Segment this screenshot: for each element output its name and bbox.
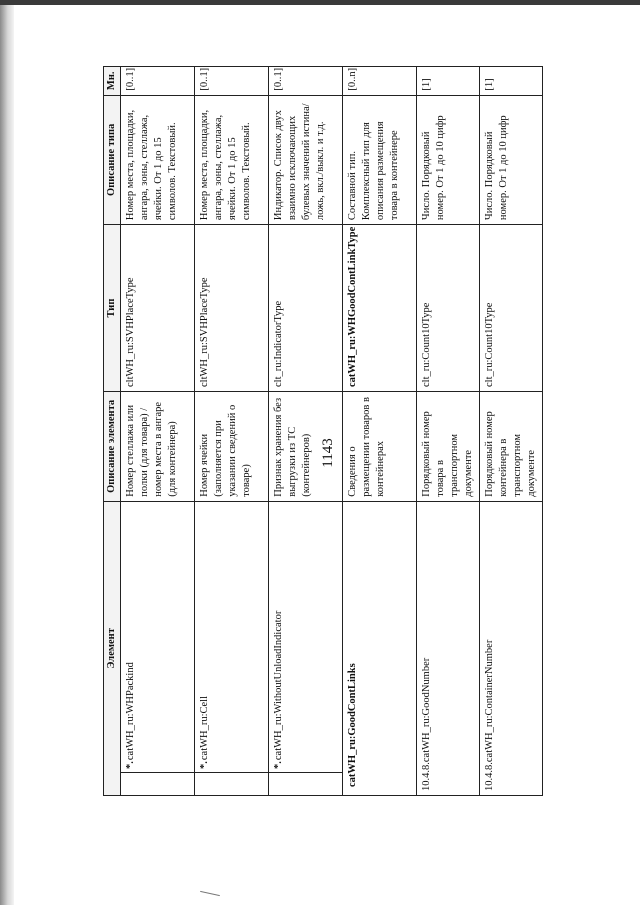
- row-element-cell: [343, 501, 417, 795]
- row-type-description: Номер места, площадки, ангара, зоны, стеллажа, ячейки. От 1 до 15 символов. Текстовый.: [121, 95, 195, 225]
- row-type: cltWH_ru:SVHPlaceType: [195, 225, 269, 392]
- row-number: 10.4.8.: [421, 762, 432, 791]
- nesting-bar: [121, 772, 194, 773]
- row-type-description: Число. Порядковый номер. От 1 до 10 цифр: [417, 95, 480, 225]
- row-type-description: Индикатор. Список двух взаимно исключающих булевых значений истина/ложь, вкл./выкл. и т.д.: [269, 95, 343, 225]
- spec-table: [103, 66, 543, 796]
- row-multiplicity: [1]: [480, 67, 543, 96]
- page-number: 1143: [320, 438, 336, 468]
- binding-shadow: [0, 0, 14, 905]
- table-row: [343, 67, 417, 796]
- row-element-cell: [480, 501, 543, 795]
- table-header-row: [104, 67, 121, 796]
- rotated-table-container: [103, 66, 537, 796]
- row-element-cell: [417, 501, 480, 795]
- row-type: catWH_ru:WHGoodContLinkType: [343, 225, 417, 392]
- row-type-description: Составной тип. Комплексный тип для описания размещения товара в контейнере: [343, 95, 417, 225]
- row-type: clt_ru:IndicatorType: [269, 225, 343, 392]
- row-type-description: Число. Порядковый номер. От 1 до 10 цифр: [480, 95, 543, 225]
- row-element-cell: [195, 501, 269, 795]
- nesting-bar: [195, 772, 268, 773]
- page-mark: [200, 891, 220, 896]
- row-element-description: Порядковый номер товара в транспортном документе: [417, 391, 480, 501]
- row-element-cell: [269, 501, 343, 795]
- row-element-name: catWH_ru:GoodNumber: [421, 657, 432, 763]
- row-multiplicity: [0..n]: [343, 67, 417, 96]
- table-row: [480, 67, 543, 796]
- table-row: [195, 67, 269, 796]
- row-element-description: Сведения о размещении товаров в контейнерах: [343, 391, 417, 501]
- row-element-name: catWH_ru:GoodContLinks: [347, 663, 358, 787]
- row-multiplicity: [0..1]: [195, 67, 269, 96]
- table-row: [417, 67, 480, 796]
- row-marker: *.: [199, 761, 210, 769]
- table-row: [269, 67, 343, 796]
- row-multiplicity: [0..1]: [121, 67, 195, 96]
- row-element-name: catWH_ru:WHPackind: [125, 662, 136, 761]
- row-element-description: Признак хранения без выгрузки из ТС (контейнеров): [269, 391, 343, 501]
- page-top-edge: [0, 0, 640, 5]
- table-row: [121, 67, 195, 796]
- row-number: 10.4.8.: [484, 762, 495, 791]
- row-type-description: Номер места, площадки, ангара, зоны, стеллажа, ячейки. От 1 до 15 символов. Текстовый.: [195, 95, 269, 225]
- row-element-name: catWH_ru:ContainerNumber: [484, 639, 495, 763]
- row-type: cltWH_ru:SVHPlaceType: [121, 225, 195, 392]
- row-element-description: Номер ячейки (заполняется при указании сведений о товаре): [195, 391, 269, 501]
- row-multiplicity: [1]: [417, 67, 480, 96]
- row-marker: *.: [125, 761, 136, 769]
- row-marker: *.: [273, 761, 284, 769]
- row-element-description: Порядковый номер контейнера в транспортном документе: [480, 391, 543, 501]
- row-type: clt_ru:Count10Type: [417, 225, 480, 392]
- row-element-description: Номер стеллажа или полки (для товара) / номер места в ангаре (для контейнера): [121, 391, 195, 501]
- header-element-description: Описание элемента: [104, 391, 121, 501]
- row-element-name: catWH_ru:WithoutUnloadIndicator: [273, 610, 284, 761]
- header-type: Тип: [104, 225, 121, 392]
- header-multiplicity: Мн.: [104, 67, 121, 96]
- row-multiplicity: [0..1]: [269, 67, 343, 96]
- row-element-name: catWH_ru:Cell: [199, 695, 210, 761]
- row-element-cell: [121, 501, 195, 795]
- nesting-bar: [269, 772, 342, 773]
- header-element: Элемент: [104, 501, 121, 795]
- header-type-description: Описание типа: [104, 95, 121, 225]
- row-type: clt_ru:Count10Type: [480, 225, 543, 392]
